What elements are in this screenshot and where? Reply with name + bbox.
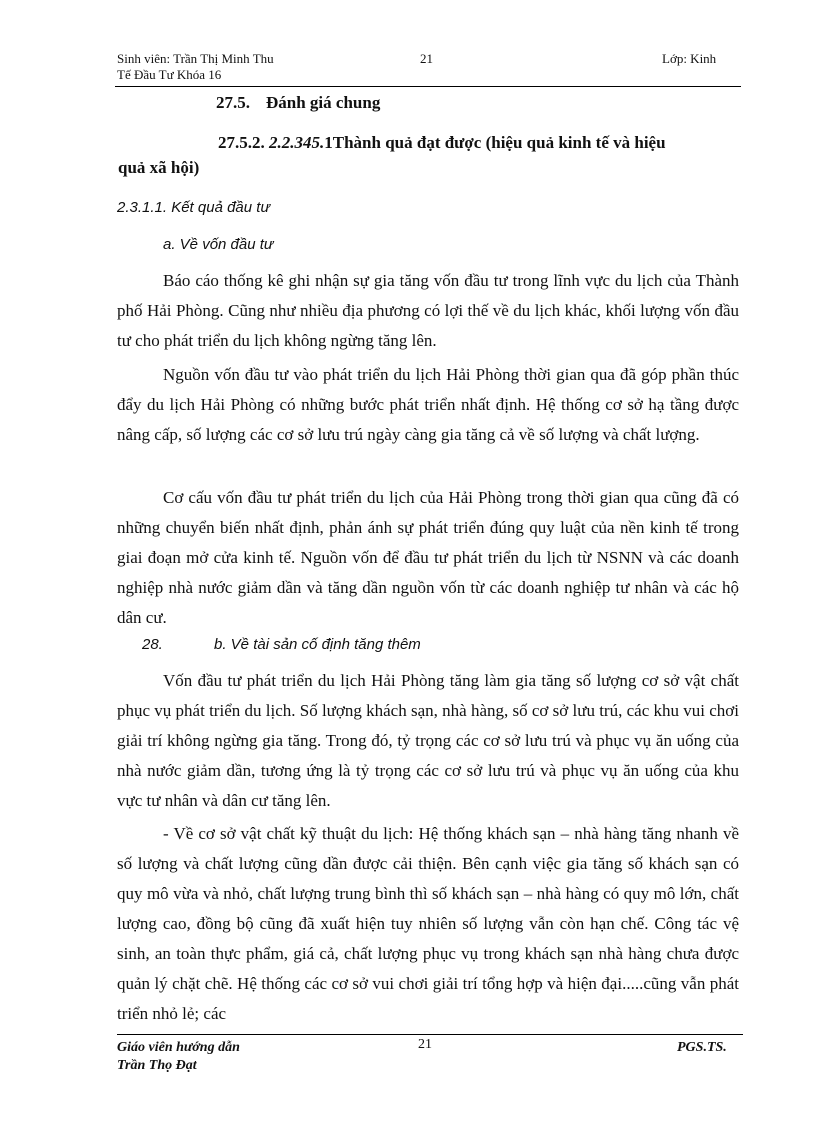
header-rule: [115, 86, 741, 87]
heading-28-text: b. Về tài sản cố định tăng thêm: [214, 636, 421, 653]
heading-27-5-2-italic: 2.2.345.: [269, 133, 325, 152]
heading-27-5: [216, 93, 380, 113]
header-page-number: 21: [420, 51, 433, 66]
header-class-cont: Tế Đầu Tư Khóa 16: [117, 67, 222, 82]
footer-advisor-label: Giáo viên hướng dẫn: [117, 1040, 240, 1055]
heading-27-5-2-cont: quả xã hội): [118, 158, 200, 177]
heading-27-5-text: Đánh giá chung: [266, 93, 381, 112]
paragraph-5: Vốn đầu tư phát triển du lịch Hải Phòng tăng làm gia tăng số lượng cơ sở vật chất phục vụ phát triển du lịch. Số lượng khách sạn, nhà hàng, số cơ sở lưu trú, các khu vui chơi giải trí không ngừng gia tăng. Trong đó, tỷ trọng các cơ sở lưu trú và phục vụ ăn uống của nhà nước giảm dần, tương ứng là tỷ trọng các cơ sở lưu trú và phục vụ ăn uống của khu vực tư nhân và dân cư tăng lên.: [117, 671, 739, 810]
footer-rule: [117, 1034, 743, 1035]
heading-27-5-2-number: 27.5.2.: [218, 133, 265, 152]
header-student: Sinh viên: Trần Thị Minh Thu: [117, 51, 274, 66]
paragraph-1: Báo cáo thống kê ghi nhận sự gia tăng vốn đầu tư trong lĩnh vực du lịch của Thành phố Hải Phòng. Cũng như nhiều địa phương có lợi thế về du lịch khác, khối lượng vốn đầu tư cho phát triển du lịch không ngừng tăng lên.: [117, 271, 739, 350]
footer-advisor-name: Trần Thọ Đạt: [117, 1058, 197, 1073]
heading-28-number: 28.: [142, 636, 163, 653]
paragraph-3: Cơ cấu vốn đầu tư phát triển du lịch của Hải Phòng trong thời gian qua cũng đã có những chuyển biến nhất định, phản ánh sự phát triển đúng quy luật của nền kinh tế trong giai đoạn mở cửa kinh tế. Nguồn vốn để đầu tư phát triển du lịch từ NSNN và các doanh nghiệp nhà nước giảm dần và tăng dần nguồn vốn từ các doanh nghiệp tư nhân và các hộ dân cư.: [117, 488, 739, 627]
footer-page-number: 21: [418, 1037, 432, 1052]
subheading-2-3-1-1: 2.3.1.1. Kết quả đầu tư: [117, 199, 270, 216]
heading-27-5-2: [118, 130, 740, 180]
paragraph-2: Nguồn vốn đầu tư vào phát triển du lịch Hải Phòng thời gian qua đã góp phần thúc đẩy du lịch Hải Phòng có những bước phát triển nhất định. Hệ thống cơ sở hạ tầng được nâng cấp, số lượng các cơ sở lưu trú ngày càng gia tăng cả về số lượng và chất lượng.: [117, 365, 739, 444]
subheading-a: a. Về vốn đầu tư: [163, 236, 274, 253]
heading-27-5-number: 27.5.: [216, 93, 250, 112]
paragraph-6: - Về cơ sở vật chất kỹ thuật du lịch: Hệ thống khách sạn – nhà hàng tăng nhanh về số lượng và chất lượng cũng dần được cải thiện. Bên cạnh việc gia tăng số khách sạn có quy mô vừa và nhỏ, chất lượng trung bình thì số khách sạn – nhà hàng có quy mô lớn, chất lượng cao, đồng bộ cũng đã xuất hiện tuy nhiên số lượng vẫn còn hạn chế. Công tác vệ sinh, an toàn thực phẩm, giá cả, chất lượng phục vụ trong khách sạn nhà hàng chưa được quản lý chặt chẽ. Hệ thống các cơ sở vui chơi giải trí tổng hợp và hiện đại.....cũng vẫn phát triển nhỏ lẻ; các: [117, 824, 739, 1023]
footer-title: PGS.TS.: [677, 1040, 727, 1055]
header-class: Lớp: Kinh: [662, 51, 717, 66]
heading-27-5-2-text: 1Thành quả đạt được (hiệu quả kinh tế và hiệu: [324, 133, 666, 152]
